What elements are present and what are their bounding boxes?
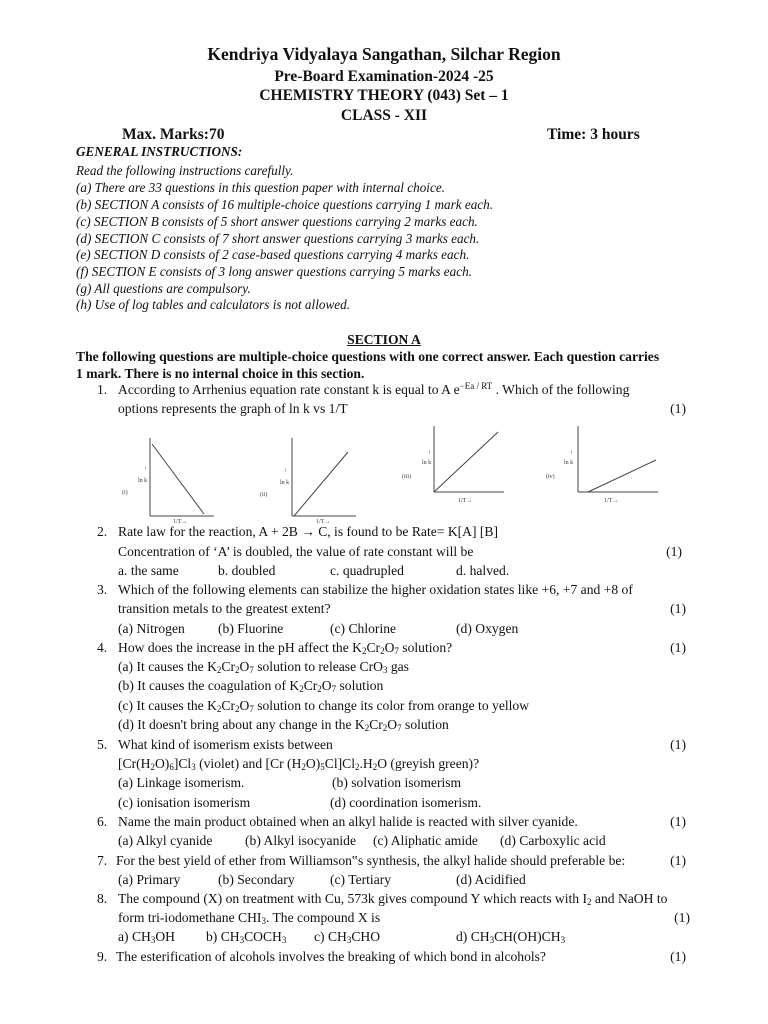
instruction-line: (h) Use of log tables and calculators is not allowed. bbox=[76, 297, 350, 312]
section-a-intro: 1 mark. There is no internal choice in this section. bbox=[76, 366, 365, 381]
option: a) $CH_3OH$ bbox=[118, 929, 175, 945]
instruction-line: Read the following instructions carefully. bbox=[76, 163, 294, 178]
question-marks: (1) bbox=[674, 910, 690, 925]
graph-option-label: (iii) bbox=[402, 474, 411, 480]
question-text: According to Arrhenius equation rate constant k is equal to A $e^{-Ea / RT}$ . Which of the following bbox=[118, 381, 630, 397]
graph-option-label: (ii) bbox=[260, 492, 268, 498]
instruction-line: (d) SECTION C consists of 7 short answer questions carrying 3 marks each. bbox=[76, 231, 480, 246]
option: b) $CH_3COCH_3$ bbox=[206, 929, 287, 945]
option: (c) Chlorine bbox=[330, 621, 397, 636]
question-number: 5. bbox=[97, 737, 108, 752]
option: (d) Oxygen bbox=[456, 621, 519, 636]
graph-ylabel: ln k bbox=[138, 478, 148, 484]
instruction-line: (e) SECTION D consists of 2 case-based questions carrying 4 marks each. bbox=[76, 247, 470, 262]
question-text: Rate law for the reaction, A + 2B → C, is found to be Rate= K[A] [B] bbox=[118, 524, 499, 539]
question-text: What kind of isomerism exists between bbox=[118, 737, 333, 752]
question-text: Name the main product obtained when an alkyl halide is reacted with silver cyanide. bbox=[118, 814, 578, 829]
graph-option-iv bbox=[542, 420, 662, 510]
graph-option-iii bbox=[398, 420, 508, 510]
option: (c) Tertiary bbox=[330, 872, 392, 887]
graph-ylabel: ln k bbox=[280, 480, 290, 486]
graph-xlabel: 1/T→ bbox=[173, 519, 188, 525]
question-number: 9. bbox=[97, 949, 108, 964]
option: (d) Carboxylic acid bbox=[500, 833, 606, 848]
instruction-line: (f) SECTION E consists of 3 long answer questions carrying 5 marks each. bbox=[76, 264, 472, 279]
graph-xlabel: 1/T→ bbox=[316, 519, 331, 525]
graph-option-label: (iv) bbox=[546, 474, 555, 480]
section-a-title: SECTION A bbox=[347, 332, 421, 347]
exam-name: Pre-Board Examination-2024 -25 bbox=[274, 68, 494, 85]
option: (a) Primary bbox=[118, 872, 181, 887]
option: (b) Alkyl isocyanide bbox=[245, 833, 356, 848]
subject-title: CHEMISTRY THEORY (043) Set – 1 bbox=[259, 87, 509, 104]
question-text: $[Cr(H_2O)_6]Cl_3$ (violet) and [Cr $(H_2O)_5Cl]Cl_2.H_2O$ (greyish green)? bbox=[118, 756, 480, 772]
question-text: Which of the following elements can stabilize the higher oxidation states like +6, +7 and +8 of bbox=[118, 582, 633, 597]
question-marks: (1) bbox=[666, 544, 682, 559]
y-axis-arrow-label: ↑ bbox=[144, 466, 147, 472]
question-marks: (1) bbox=[670, 401, 686, 416]
instruction-line: (c) SECTION B consists of 5 short answer questions carrying 2 marks each. bbox=[76, 214, 478, 229]
question-text: The compound (X) on treatment with Cu, 573k gives compound Y which reacts with $I_2$ and NaOH to bbox=[118, 891, 668, 907]
graph-ylabel: ln k bbox=[422, 460, 432, 466]
option: (d) Acidified bbox=[456, 872, 526, 887]
graph-option-i bbox=[118, 432, 218, 526]
option: (d) It doesn't bring about any change in the $K_2Cr_2O_7$ solution bbox=[118, 717, 449, 733]
option: (c) It causes the $K_2Cr_2O_7$ solution to change its color from orange to yellow bbox=[118, 698, 530, 714]
option: (c) Aliphatic amide bbox=[373, 833, 478, 848]
question-text: For the best yield of ether from Williamson‟s synthesis, the alkyl halide should preferable be: bbox=[116, 853, 626, 868]
question-number: 6. bbox=[97, 814, 108, 829]
question-text: Concentration of ‘A’ is doubled, the value of rate constant will be bbox=[118, 544, 474, 559]
question-marks: (1) bbox=[670, 640, 686, 655]
option: d. halved. bbox=[456, 563, 510, 578]
option: (c) ionisation isomerism bbox=[118, 795, 251, 810]
instructions-title: GENERAL INSTRUCTIONS: bbox=[76, 144, 243, 159]
option: (a) It causes the $K_2Cr_2O_7$ solution to release CrO$_3$ gas bbox=[118, 659, 409, 675]
option: (d) coordination isomerism. bbox=[330, 795, 482, 810]
instruction-line: (g) All questions are compulsory. bbox=[76, 281, 251, 296]
question-number: 3. bbox=[97, 582, 108, 597]
graph-option-ii bbox=[258, 432, 358, 526]
option: (b) It causes the coagulation of $K_2Cr_2O_7$ solution bbox=[118, 678, 384, 694]
instruction-line: (a) There are 33 questions in this question paper with internal choice. bbox=[76, 180, 445, 195]
instruction-line: (b) SECTION A consists of 16 multiple-choice questions carrying 1 mark each. bbox=[76, 197, 494, 212]
y-axis-arrow-label: ↑ bbox=[428, 450, 431, 456]
section-a-intro: The following questions are multiple-choice questions with one correct answer. Each question carries bbox=[76, 349, 660, 364]
question-marks: (1) bbox=[670, 853, 686, 868]
option: (a) Linkage isomerism. bbox=[118, 775, 245, 790]
school-name: Kendriya Vidyalaya Sangathan, Silchar Region bbox=[207, 44, 561, 64]
question-marks: (1) bbox=[670, 737, 686, 752]
option: c) $CH_3CHO$ bbox=[314, 929, 381, 945]
question-number: 8. bbox=[97, 891, 108, 906]
question-text: The esterification of alcohols involves the breaking of which bond in alcohols? bbox=[116, 949, 546, 964]
question-number: 7. bbox=[97, 853, 108, 868]
question-number: 2. bbox=[97, 524, 108, 539]
y-axis-arrow-label: ↑ bbox=[570, 450, 573, 456]
question-text: options represents the graph of ln k vs 1/T bbox=[118, 401, 348, 416]
graph-xlabel: 1/T→ bbox=[604, 498, 619, 504]
question-marks: (1) bbox=[670, 949, 686, 964]
option: (b) solvation isomerism bbox=[332, 775, 462, 790]
option: (b) Fluorine bbox=[218, 621, 284, 636]
question-text: How does the increase in the pH affect the $K_2Cr_2O_7$ solution? bbox=[118, 640, 453, 656]
option: d) $CH_3CH(OH)CH_3$ bbox=[456, 929, 566, 945]
option: c. quadrupled bbox=[330, 563, 404, 578]
class-title: CLASS - XII bbox=[340, 107, 428, 124]
graph-xlabel: 1/T→ bbox=[458, 498, 473, 504]
question-text: form tri-iodomethane $CHI_3$. The compound X is bbox=[118, 910, 381, 926]
graph-option-label: (i) bbox=[122, 490, 128, 496]
option: (a) Alkyl cyanide bbox=[118, 833, 213, 848]
option: b. doubled bbox=[218, 563, 276, 578]
question-marks: (1) bbox=[670, 601, 686, 616]
question-marks: (1) bbox=[670, 814, 686, 829]
exam-time: Time: 3 hours bbox=[547, 126, 640, 143]
question-number: 4. bbox=[97, 640, 108, 655]
max-marks: Max. Marks:70 bbox=[122, 126, 225, 143]
question-number: 1. bbox=[97, 382, 108, 397]
question-text: transition metals to the greatest extent? bbox=[118, 601, 331, 616]
y-axis-arrow-label: ↑ bbox=[284, 468, 287, 474]
graph-ylabel: ln k bbox=[564, 460, 574, 466]
option: (b) Secondary bbox=[218, 872, 295, 887]
option: (a) Nitrogen bbox=[118, 621, 185, 636]
option: a. the same bbox=[118, 563, 179, 578]
